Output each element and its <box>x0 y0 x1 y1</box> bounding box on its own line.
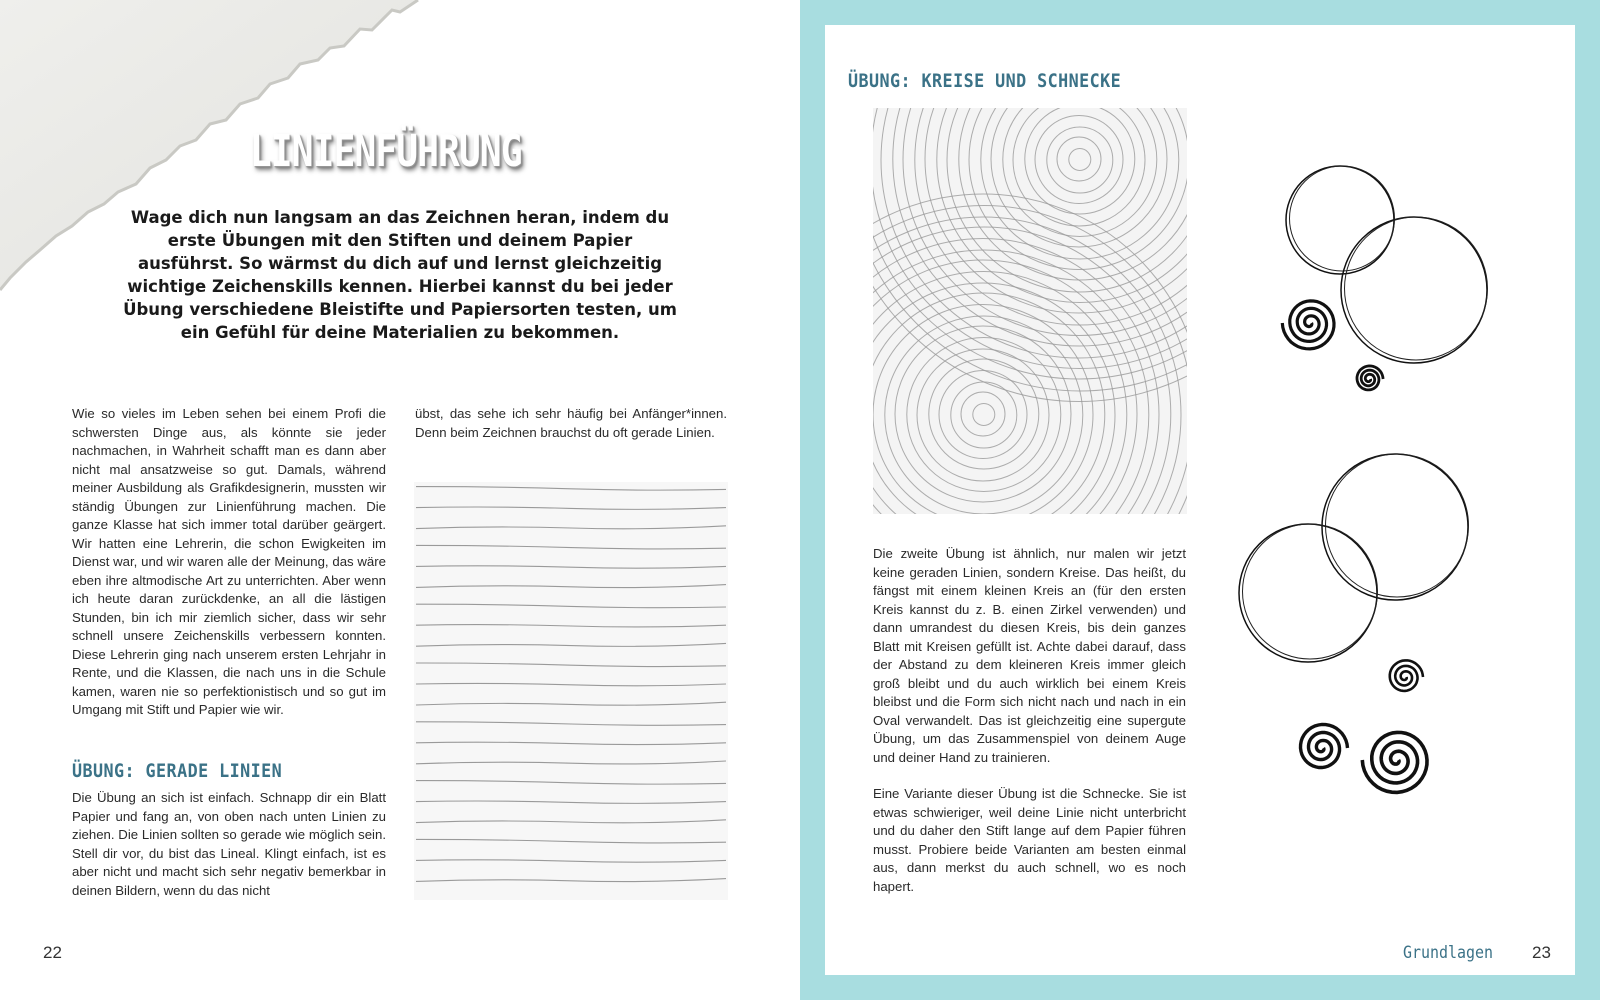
pencil-circle <box>973 404 995 426</box>
concentric-circles-drawing <box>873 108 1187 514</box>
exercise-straight-lines-text: Die Übung an sich ist einfach. Schnapp dir ein Blatt Papier und fang an, von oben nach unten Linien zu ziehen. Die Linien sollten so gerade wie möglich sein. Stell dir vor, du bist das Lineal. Klingt einfach, ist es aber nicht und macht sich sehr negativ bemerkbar in deinen Bildern, wenn du das nicht <box>72 790 386 898</box>
pencil-line <box>416 643 726 646</box>
pencil-line <box>416 683 726 685</box>
pencil-circle <box>1035 116 1123 204</box>
pencil-circle <box>1057 137 1101 181</box>
pencil-line <box>416 545 726 549</box>
pencil-circle <box>929 359 1039 469</box>
pencil-circle <box>873 108 1187 379</box>
pencil-line <box>416 761 726 764</box>
pencil-circle <box>895 326 1071 502</box>
pencil-line <box>416 604 726 608</box>
pencil-circle <box>1013 108 1145 226</box>
pencil-circle <box>939 371 1027 459</box>
pencil-circle <box>961 392 1005 436</box>
pencil-line <box>416 526 726 529</box>
pencil-line <box>416 625 726 627</box>
ink-spiral <box>1362 732 1427 792</box>
pencil-circle <box>873 260 1137 514</box>
pencil-line <box>416 566 726 568</box>
straight-lines-drawing <box>414 482 728 900</box>
pencil-circle <box>925 108 1187 313</box>
exercise-snail-text: Eine Variante dieser Übung ist die Schnecke. Sie ist etwas schwieriger, weil deine Linie nicht unterbricht und du daher den Stift lange auf dem Papier führen musst. Probiere beide Varianten am besten einmal aus, dann merkst du auch schnell, wo es noch hapert. <box>873 786 1186 894</box>
pencil-line <box>416 487 726 491</box>
pencil-line <box>416 839 726 843</box>
circles-and-spirals-sketch-bottom <box>1235 447 1535 827</box>
pencil-circle <box>873 108 1187 402</box>
pencil-line <box>416 663 726 667</box>
ink-spiral <box>1282 301 1334 349</box>
exercise-circles-text: Die zweite Übung ist ähnlich, nur malen wir jetzt keine geraden Linien, sondern Kreise. Das heißt, du fängst mit einem kleinen Kreis an (für den ersten Kreis kannst du z. B. einen Zirkel verwenden) und dann umrandest du diesen Kreis, bis dein ganzes Blatt mit Kreisen gefüllt ist. Achte dabei darauf, dass der Abstand zu dem kleineren Kreis immer gleich groß bleibt und du auch wirklich bei einem Kreis bleibst und die Form sich nicht nach und nach in ein Oval verwandelt. Das ist gleichzeitig eine supergute Übung, um das Zusammenspiel von deinem Auge und deiner Hand zu trainieren. <box>873 546 1186 765</box>
pencil-line <box>416 702 726 705</box>
body-text-column-1: Wie so vieles im Leben sehen bei einem Profi die schwersten Dinge aus, als könnte sie jeder nachmachen, in Wahrheit schafft man es dann aber nicht mal ansatzweise so gut. Damals, während meiner Ausbildung als Grafikdesignerin, mussten wir ständig Übungen zur Linienführung machen. Die ganze Klasse hat sich immer total darüber geärgert. Wir hatten eine Lehrerin, die schon Ewigkeiten im Dienst war, und wir waren alle der Meinung, das wäre eben ihre altmodische Art zu unterrichten. Aber wenn ich heute daran zurückdenke, an all die lästigen Stunden, bin ich mir ziemlich sicher, dass wir sehr schnell unsere Zeichenskills verbessern konnten. Diese Lehrerin ging nach unserem ersten Lehrjahr in Rente, und die Klassen, die nach uns in die Schule kamen, waren nie so perfektionistisch und so gut im Umgang mit Stift und Papier wie wir. <box>72 406 386 717</box>
circles-and-spirals-sketch-top <box>1270 160 1520 400</box>
body-text-column-2: übst, das sehe ich sehr häufig bei Anfänger*innen. Denn beim Zeichnen brauchst du oft gerade Linien. <box>415 406 727 440</box>
pencil-circle <box>873 194 1187 514</box>
pencil-line <box>416 507 726 509</box>
pencil-line <box>416 742 726 744</box>
pencil-line <box>416 801 726 803</box>
exercise-heading-straight-lines: ÜBUNG: GERADE LINIEN <box>72 760 283 782</box>
pencil-circle <box>873 272 1127 515</box>
pencil-line <box>416 722 726 726</box>
page-number-left: 22 <box>43 943 62 962</box>
page-number-right: 23 <box>1532 943 1551 962</box>
ink-spiral <box>1357 366 1383 390</box>
pencil-line <box>416 781 726 785</box>
pencil-line <box>416 820 726 823</box>
ink-spiral <box>1390 660 1423 691</box>
exercise-heading-circles: ÜBUNG: KREISE UND SCHNECKE <box>848 70 1122 92</box>
pencil-line <box>416 585 726 588</box>
chapter-title: LINIENFÜHRUNG <box>250 126 522 177</box>
intro-paragraph: Wage dich nun langsam an das Zeichnen heran, indem du erste Übungen mit den Stiften und deinem Papier ausführst. So wärmst du dich auf und lernst gleichzeitig wichtige Zeichenskills kennen. Hierbei kannst du bei jeder Übung verschiedene Bleistifte und Papiersorten testen, um ein Gefühl für deine Materialien zu bekommen. <box>123 208 677 342</box>
pencil-circle <box>881 108 1187 358</box>
pencil-circle <box>969 108 1187 270</box>
pencil-line <box>416 860 726 862</box>
pencil-circle <box>1069 149 1091 171</box>
pencil-circle <box>917 349 1049 481</box>
ink-spiral <box>1301 725 1348 768</box>
section-label: Grundlagen <box>1403 943 1494 963</box>
pencil-circle <box>907 338 1061 492</box>
pencil-circle <box>1025 108 1135 214</box>
pencil-circle <box>873 283 1115 514</box>
ink-circle <box>1286 166 1394 274</box>
pencil-circle <box>903 108 1187 336</box>
pencil-line <box>416 879 726 882</box>
pencil-circle <box>873 305 1093 515</box>
